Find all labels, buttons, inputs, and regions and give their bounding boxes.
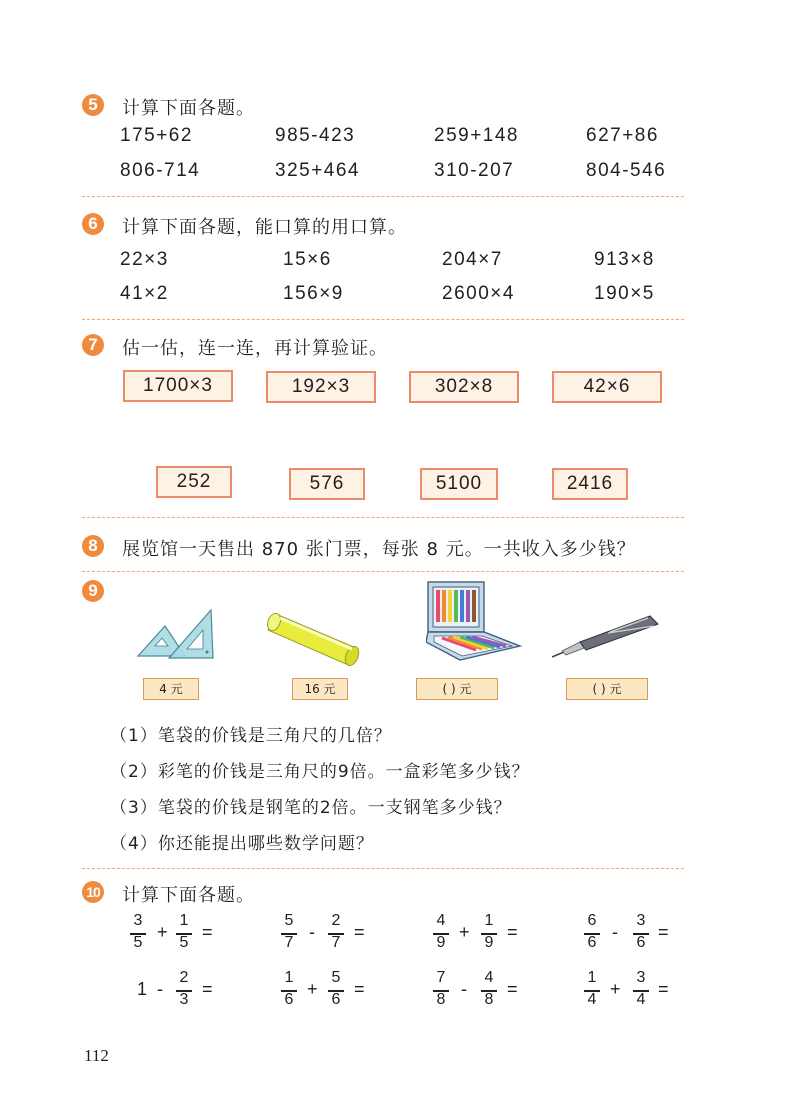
expression: 259+148 — [434, 125, 519, 146]
expression: 310-207 — [434, 160, 515, 181]
expression: 804-546 — [586, 160, 667, 181]
question-number-badge: 6 — [82, 213, 104, 235]
section-divider — [82, 319, 684, 320]
equals-sign: = — [354, 922, 365, 942]
equals-sign: = — [658, 979, 669, 999]
section-divider — [82, 868, 684, 869]
section-divider — [82, 196, 684, 197]
expression: 913×8 — [594, 249, 655, 270]
fountain-pen-icon — [550, 614, 662, 660]
sub-question: （3）笔袋的价钱是钢笔的2倍。一支钢笔多少钱？ — [110, 798, 512, 818]
question-number-badge: 10 — [82, 881, 104, 903]
expression: 22×3 — [120, 249, 169, 270]
operator: - — [612, 922, 618, 942]
question-title: 计算下面各题，能口算的用口算。 — [122, 217, 407, 238]
question-number-badge: 9 — [82, 580, 104, 602]
equals-sign: = — [202, 979, 213, 999]
equals-sign: = — [507, 922, 518, 942]
price-tag: 4 元 — [143, 678, 199, 700]
price-tag: 16 元 — [292, 678, 348, 700]
operator: - — [157, 979, 163, 999]
operator: + — [307, 979, 318, 999]
expression-card[interactable]: 192×3 — [266, 371, 376, 403]
equals-sign: = — [354, 979, 365, 999]
question-title: 计算下面各题。 — [122, 885, 255, 906]
expression: 325+464 — [275, 160, 360, 181]
operator: + — [157, 922, 168, 942]
section-divider — [82, 571, 684, 572]
expression: 41×2 — [120, 283, 169, 304]
pencil-case-icon — [266, 608, 370, 670]
expression-card[interactable]: 302×8 — [409, 371, 519, 403]
price-tag: ( ) 元 — [566, 678, 648, 700]
operator: - — [461, 979, 467, 999]
operator: + — [610, 979, 621, 999]
expression-card[interactable]: 1700×3 — [123, 370, 233, 402]
expression: 2600×4 — [442, 283, 515, 304]
question-title: 计算下面各题。 — [122, 98, 255, 119]
result-card[interactable]: 576 — [289, 468, 365, 500]
whole-number: 1 — [137, 979, 148, 999]
sub-question: （1）笔袋的价钱是三角尺的几倍？ — [110, 726, 392, 746]
expression: 175+62 — [120, 125, 193, 146]
question-title: 估一估，连一连，再计算验证。 — [122, 338, 388, 359]
expression: 985-423 — [275, 125, 356, 146]
result-card[interactable]: 252 — [156, 466, 232, 498]
equals-sign: = — [202, 922, 213, 942]
question-number-badge: 7 — [82, 334, 104, 356]
sub-question: （4）你还能提出哪些数学问题？ — [110, 834, 374, 854]
page-number: 112 — [84, 1046, 109, 1065]
expression: 627+86 — [586, 125, 659, 146]
expression: 15×6 — [283, 249, 332, 270]
result-card[interactable]: 5100 — [420, 468, 498, 500]
expression: 204×7 — [442, 249, 503, 270]
expression: 806-714 — [120, 160, 201, 181]
expression: 156×9 — [283, 283, 344, 304]
set-square-icon — [135, 608, 215, 666]
result-card[interactable]: 2416 — [552, 468, 628, 500]
question-text: 展览馆一天售出 870 张门票，每张 8 元。一共收入多少钱？ — [122, 539, 636, 560]
section-divider — [82, 517, 684, 518]
operator: - — [309, 922, 315, 942]
question-number-badge: 5 — [82, 94, 104, 116]
operator: + — [459, 922, 470, 942]
equals-sign: = — [507, 979, 518, 999]
sub-question: （2）彩笔的价钱是三角尺的9倍。一盒彩笔多少钱？ — [110, 762, 530, 782]
expression-card[interactable]: 42×6 — [552, 371, 662, 403]
price-tag: ( ) 元 — [416, 678, 498, 700]
expression: 190×5 — [594, 283, 655, 304]
color-pens-box-icon — [426, 580, 522, 662]
question-number-badge: 8 — [82, 535, 104, 557]
equals-sign: = — [658, 922, 669, 942]
